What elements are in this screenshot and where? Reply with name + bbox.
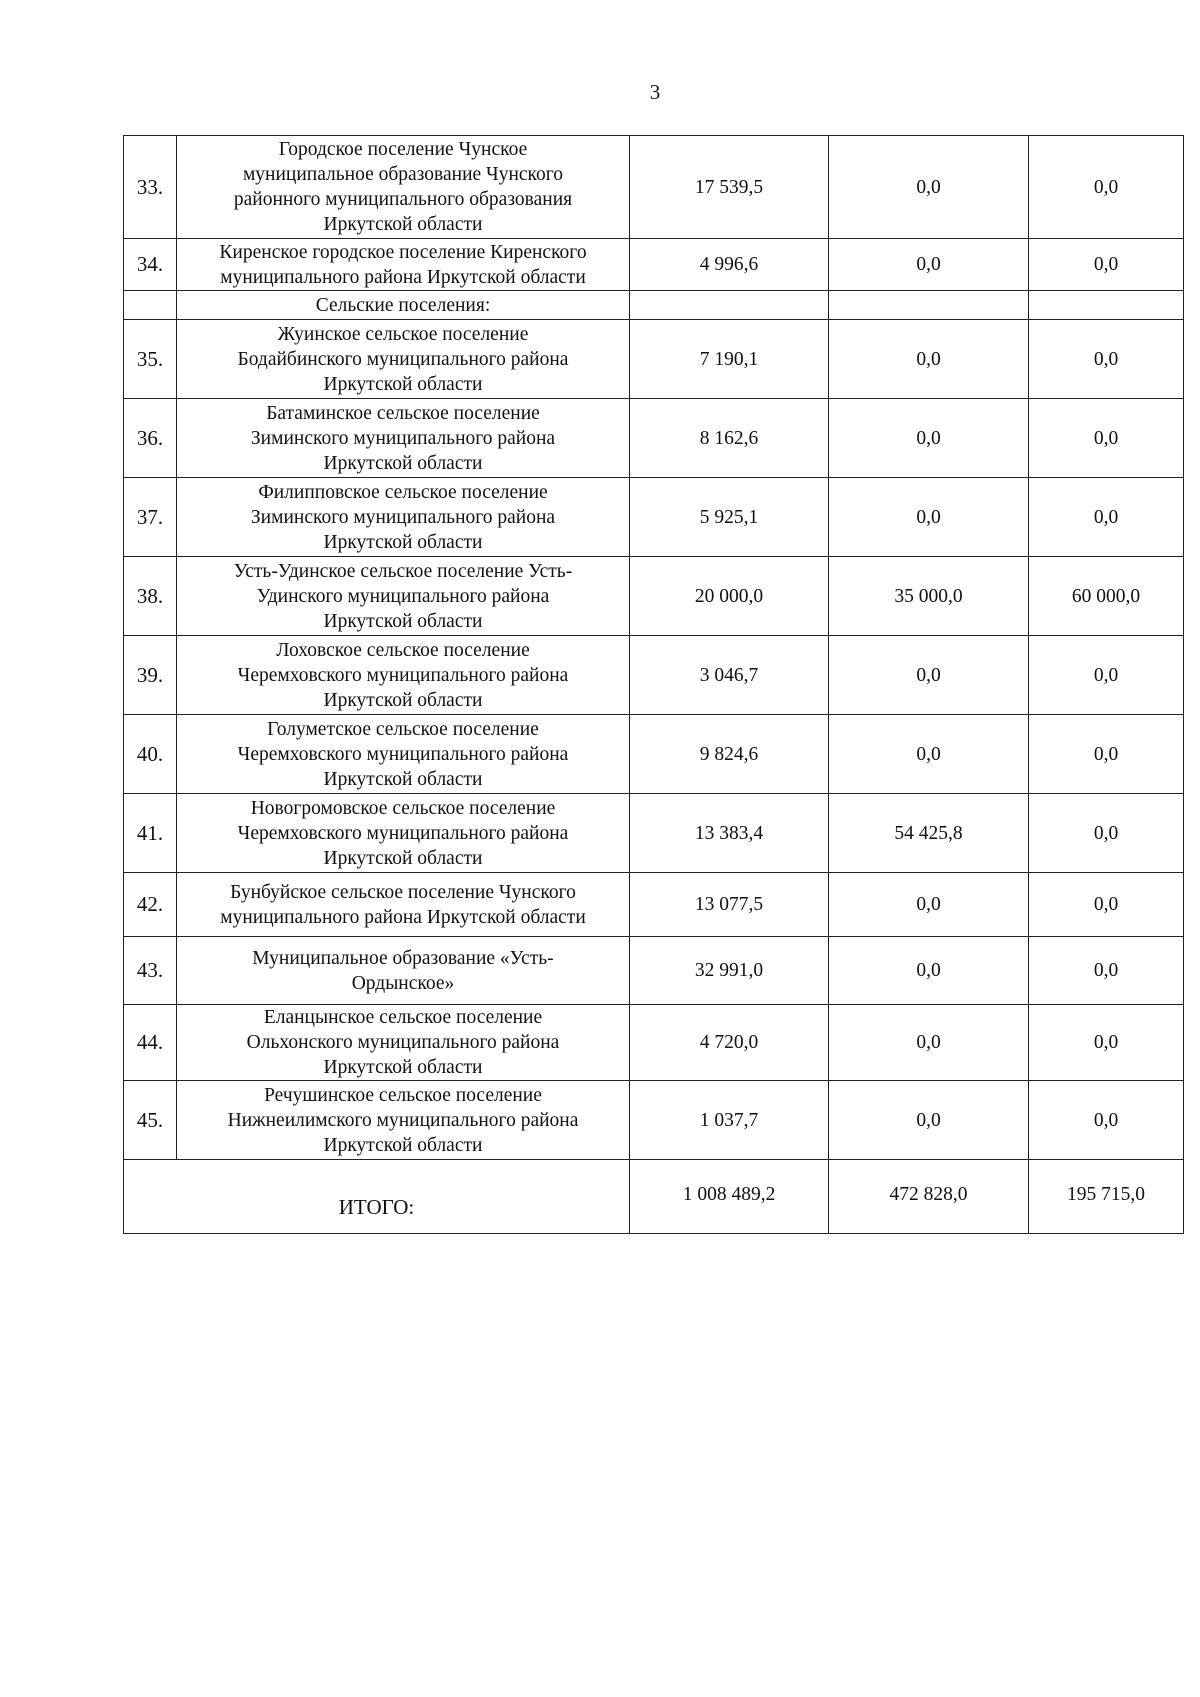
value-col-1: 3 046,7 bbox=[630, 636, 829, 715]
value-col-3: 0,0 bbox=[1029, 239, 1184, 291]
value-col-1: 17 539,5 bbox=[630, 136, 829, 239]
budget-table bbox=[123, 135, 1184, 1234]
table-row bbox=[124, 636, 1184, 715]
row-number bbox=[124, 291, 177, 320]
table-row bbox=[124, 937, 1184, 1005]
row-number: 37. bbox=[124, 478, 177, 557]
value-col-3: 0,0 bbox=[1029, 478, 1184, 557]
row-number: 45. bbox=[124, 1081, 177, 1160]
table-row bbox=[124, 399, 1184, 478]
table-row bbox=[124, 1005, 1184, 1081]
value-col-2: 35 000,0 bbox=[829, 557, 1029, 636]
value-col-1: 13 077,5 bbox=[630, 873, 829, 937]
value-col-3: 0,0 bbox=[1029, 1081, 1184, 1160]
value-col-1: 9 824,6 bbox=[630, 715, 829, 794]
settlement-name: Бунбуйское сельское поселение Чунского муниципального района Иркутской области bbox=[177, 873, 630, 937]
table-row bbox=[124, 478, 1184, 557]
value-col-1 bbox=[630, 291, 829, 320]
value-col-2 bbox=[829, 291, 1029, 320]
value-col-1: 20 000,0 bbox=[630, 557, 829, 636]
value-col-1: 13 383,4 bbox=[630, 794, 829, 873]
settlement-name: Киренское городское поселение Киренского муниципального района Иркутской области bbox=[177, 239, 630, 291]
total-value-col-3: 195 715,0 bbox=[1029, 1160, 1184, 1234]
row-number: 33. bbox=[124, 136, 177, 239]
value-col-3 bbox=[1029, 291, 1184, 320]
value-col-2: 0,0 bbox=[829, 320, 1029, 399]
value-col-2: 0,0 bbox=[829, 1005, 1029, 1081]
row-number: 35. bbox=[124, 320, 177, 399]
value-col-2: 54 425,8 bbox=[829, 794, 1029, 873]
row-number: 38. bbox=[124, 557, 177, 636]
total-label: ИТОГО: bbox=[124, 1160, 630, 1234]
settlement-name: Голуметское сельское поселение Черемховского муниципального района Иркутской области bbox=[177, 715, 630, 794]
value-col-3: 0,0 bbox=[1029, 937, 1184, 1005]
total-row bbox=[124, 1160, 1184, 1234]
settlement-name: Жуинское сельское поселение Бодайбинского муниципального района Иркутской области bbox=[177, 320, 630, 399]
table-row bbox=[124, 715, 1184, 794]
row-number: 44. bbox=[124, 1005, 177, 1081]
value-col-1: 4 720,0 bbox=[630, 1005, 829, 1081]
value-col-1: 8 162,6 bbox=[630, 399, 829, 478]
value-col-3: 0,0 bbox=[1029, 636, 1184, 715]
table-row bbox=[124, 1081, 1184, 1160]
row-number: 34. bbox=[124, 239, 177, 291]
value-col-2: 0,0 bbox=[829, 1081, 1029, 1160]
total-value-col-1: 1 008 489,2 bbox=[630, 1160, 829, 1234]
row-number: 40. bbox=[124, 715, 177, 794]
value-col-1: 7 190,1 bbox=[630, 320, 829, 399]
table-row bbox=[124, 136, 1184, 239]
value-col-1: 32 991,0 bbox=[630, 937, 829, 1005]
value-col-1: 1 037,7 bbox=[630, 1081, 829, 1160]
section-title: Сельские поселения: bbox=[177, 291, 630, 320]
value-col-2: 0,0 bbox=[829, 239, 1029, 291]
settlement-name: Батаминское сельское поселение Зиминского муниципального района Иркутской области bbox=[177, 399, 630, 478]
row-number: 41. bbox=[124, 794, 177, 873]
total-value-col-2: 472 828,0 bbox=[829, 1160, 1029, 1234]
row-number: 39. bbox=[124, 636, 177, 715]
value-col-2: 0,0 bbox=[829, 136, 1029, 239]
value-col-3: 60 000,0 bbox=[1029, 557, 1184, 636]
value-col-3: 0,0 bbox=[1029, 715, 1184, 794]
value-col-2: 0,0 bbox=[829, 636, 1029, 715]
settlement-name: Речушинское сельское поселение Нижнеилимского муниципального района Иркутской области bbox=[177, 1081, 630, 1160]
settlement-name: Филипповское сельское поселение Зиминского муниципального района Иркутской области bbox=[177, 478, 630, 557]
value-col-3: 0,0 bbox=[1029, 1005, 1184, 1081]
settlement-name: Еланцынское сельское поселение Ольхонского муниципального района Иркутской области bbox=[177, 1005, 630, 1081]
settlement-name: Лоховское сельское поселение Черемховского муниципального района Иркутской области bbox=[177, 636, 630, 715]
value-col-3: 0,0 bbox=[1029, 399, 1184, 478]
value-col-3: 0,0 bbox=[1029, 794, 1184, 873]
value-col-2: 0,0 bbox=[829, 478, 1029, 557]
value-col-3: 0,0 bbox=[1029, 320, 1184, 399]
table-row bbox=[124, 320, 1184, 399]
value-col-3: 0,0 bbox=[1029, 873, 1184, 937]
settlement-name: Муниципальное образование «Усть- Ордынское» bbox=[177, 937, 630, 1005]
row-number: 42. bbox=[124, 873, 177, 937]
value-col-2: 0,0 bbox=[829, 399, 1029, 478]
value-col-3: 0,0 bbox=[1029, 136, 1184, 239]
value-col-2: 0,0 bbox=[829, 873, 1029, 937]
table-row bbox=[124, 557, 1184, 636]
value-col-1: 4 996,6 bbox=[630, 239, 829, 291]
settlement-name: Новогромовское сельское поселение Черемховского муниципального района Иркутской области bbox=[177, 794, 630, 873]
table-row bbox=[124, 794, 1184, 873]
page-number: 3 bbox=[649, 80, 661, 104]
settlement-name: Усть-Удинское сельское поселение Усть- Удинского муниципального района Иркутской области bbox=[177, 557, 630, 636]
value-col-1: 5 925,1 bbox=[630, 478, 829, 557]
section-header-row bbox=[124, 291, 1184, 320]
row-number: 43. bbox=[124, 937, 177, 1005]
table-row bbox=[124, 873, 1184, 937]
table-row bbox=[124, 239, 1184, 291]
settlement-name: Городское поселение Чунское муниципальное образование Чунского районного муниципального образования Иркутской области bbox=[177, 136, 630, 239]
value-col-2: 0,0 bbox=[829, 715, 1029, 794]
value-col-2: 0,0 bbox=[829, 937, 1029, 1005]
row-number: 36. bbox=[124, 399, 177, 478]
